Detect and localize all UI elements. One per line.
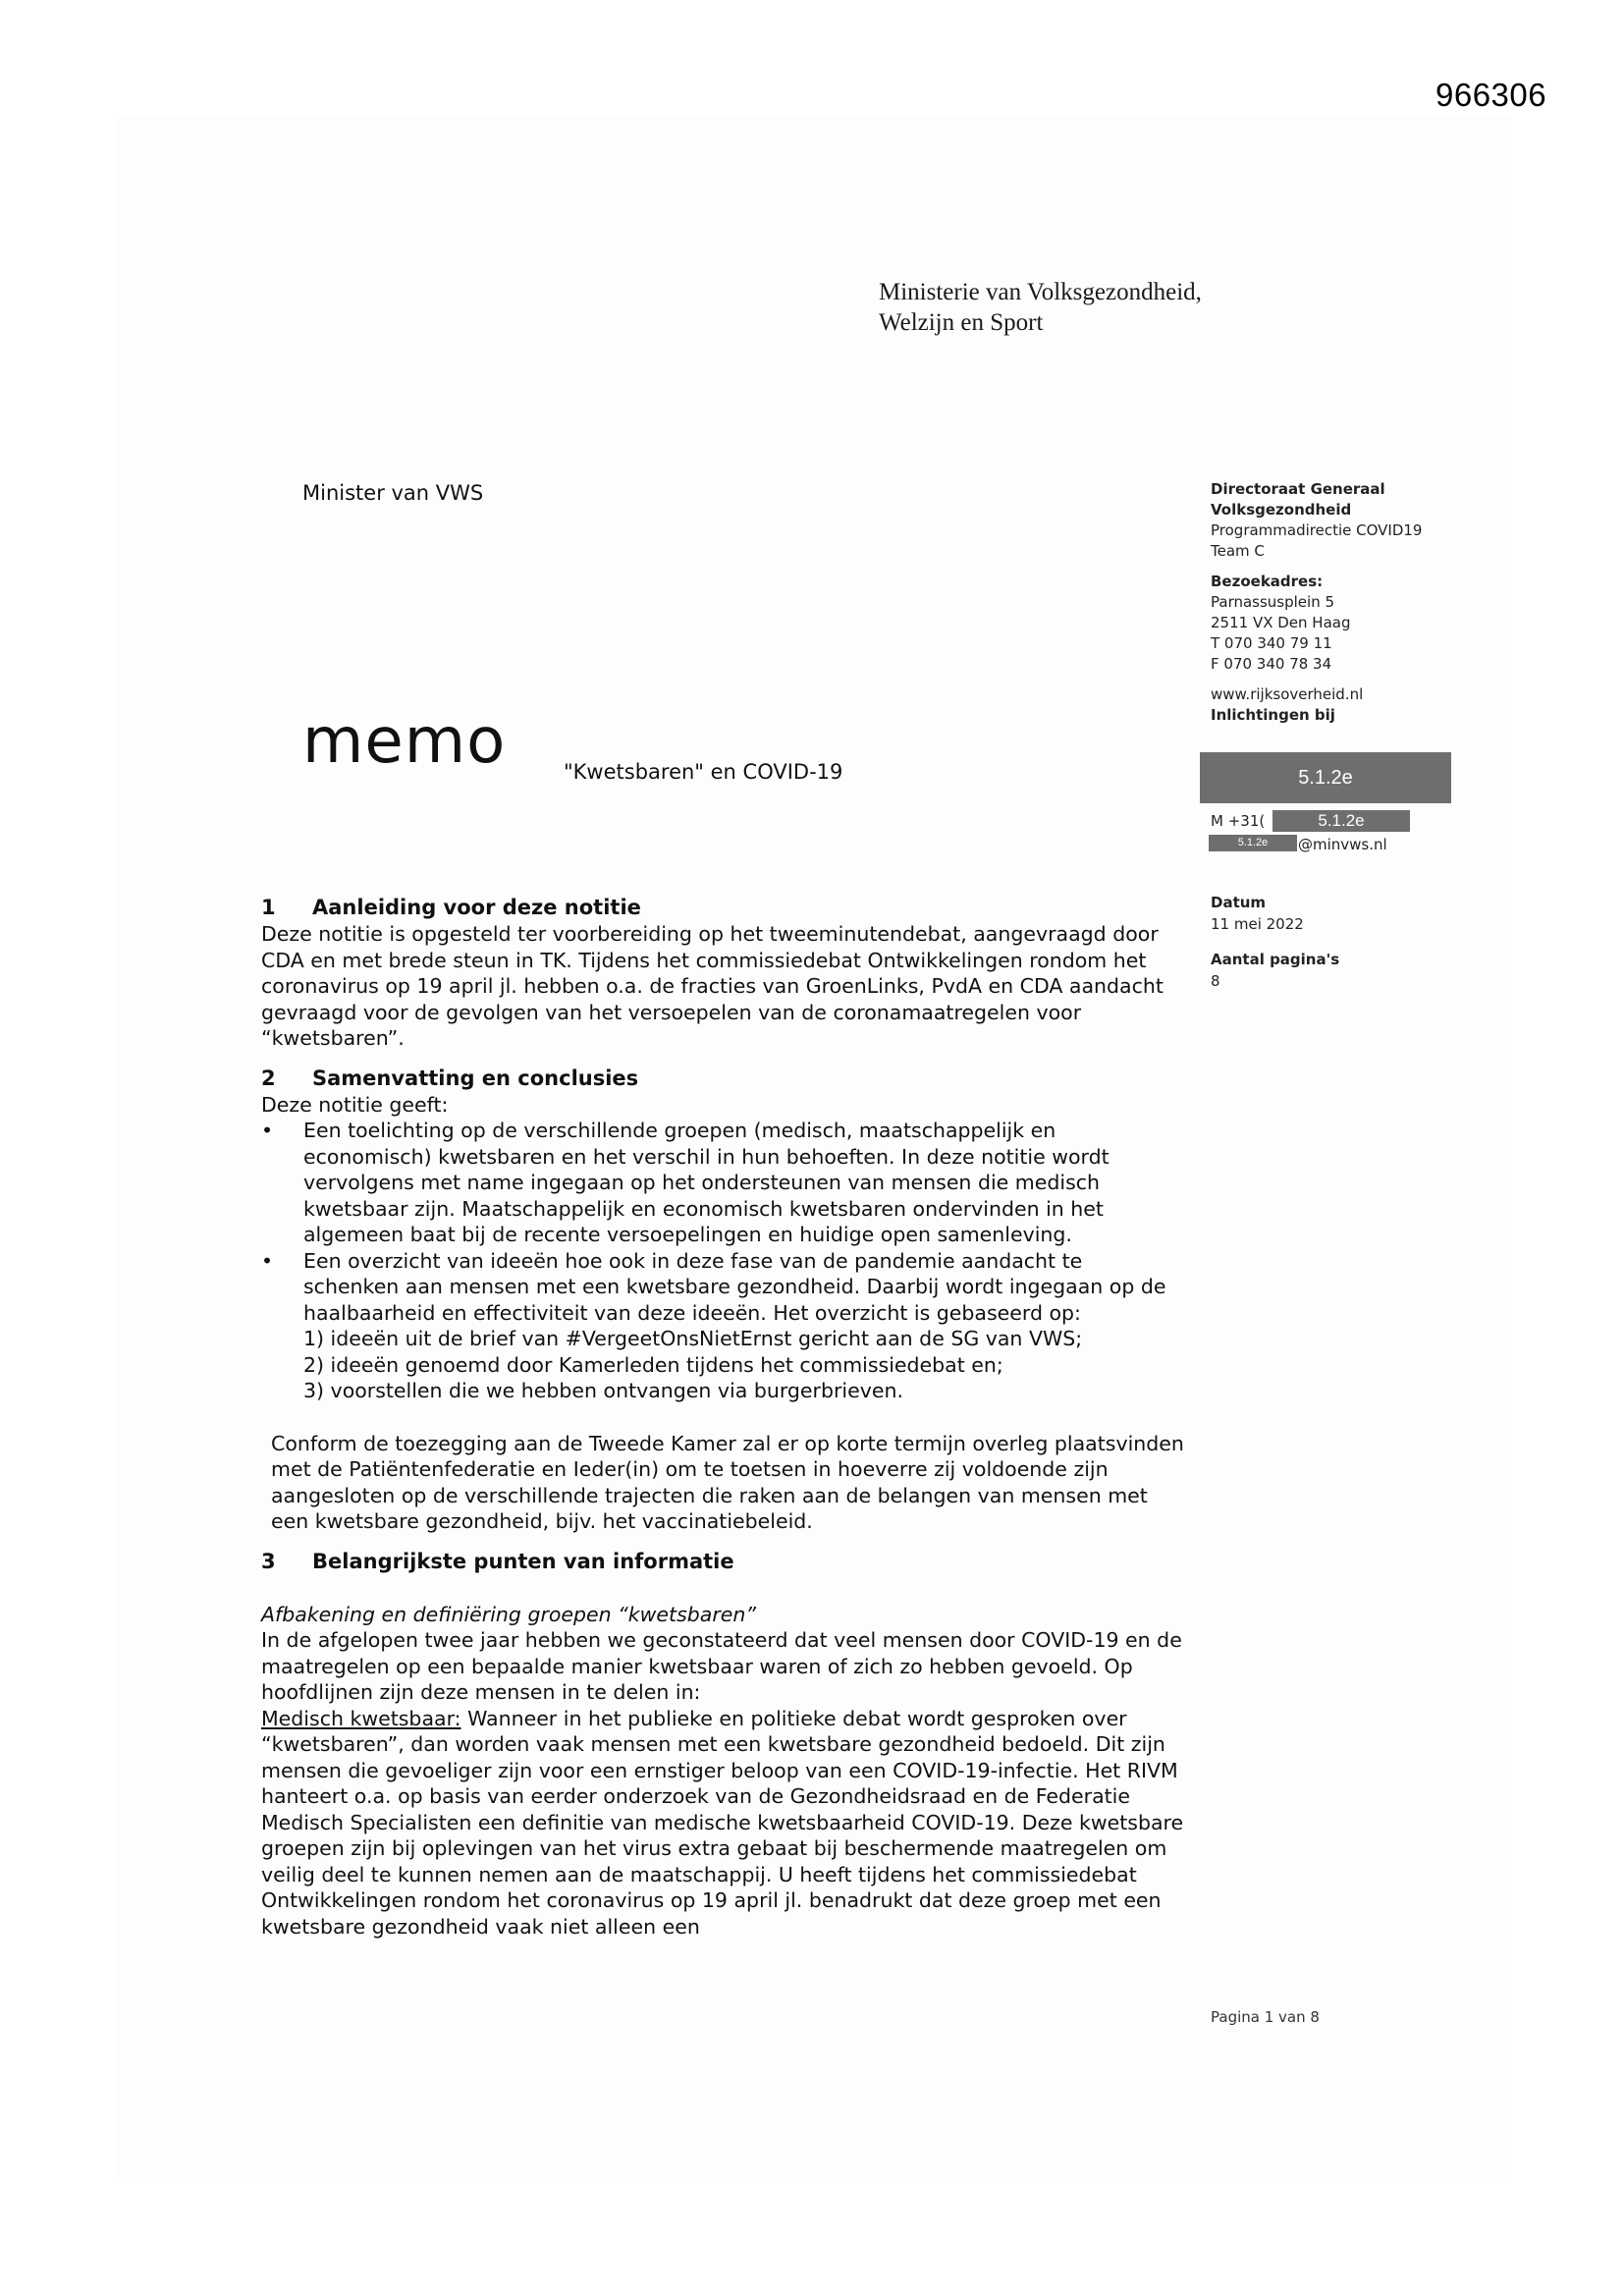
section-3-subheading: Afbakening en definiëring groepen “kwetsbaren” bbox=[261, 1602, 756, 1626]
sender-sidebar bbox=[1211, 479, 1466, 726]
section-3-heading bbox=[261, 1549, 1184, 1575]
dept-line-2: Volksgezondheid bbox=[1211, 501, 1352, 519]
medisch-text: Wanneer in het publieke en politieke debat wordt gesproken over “kwetsbaren”, dan worden vaak mensen met een kwetsbare gezondheid bedoeld. Dit zijn mensen die gevoeliger zijn voor een ernstiger beloop van een COVID-19-infectie. Het RIVM hanteert o.a. op basis van eerder onderzoek van de Gezondheidsraad en de Federatie Medisch Specialisten een definitie van medische kwetsbaarheid COVID-19. Deze kwetsbare groepen zijn bij oplevingen van het virus extra gebaat bij beschermende maatregelen om veilig deel te kunnen nemen aan de maatschappij. U heeft tijdens het commissiedebat Ontwikkelingen rondom het coronavirus op 19 april jl. benadrukt dat deze groep met een kwetsbare gezondheid vaak niet alleen een bbox=[261, 1706, 1184, 1939]
medisch-label: Medisch kwetsbaar: bbox=[261, 1706, 461, 1730]
address-line-2: 2511 VX Den Haag bbox=[1211, 614, 1351, 631]
address-line-1: Parnassusplein 5 bbox=[1211, 593, 1335, 611]
website-link[interactable]: www.rijksoverheid.nl bbox=[1211, 685, 1364, 703]
section-2-title: Samenvatting en conclusies bbox=[312, 1066, 639, 1090]
memo-body bbox=[261, 895, 1184, 1940]
fax-number: F 070 340 78 34 bbox=[1211, 655, 1332, 673]
document-meta bbox=[1211, 892, 1446, 992]
memo-heading: memo bbox=[302, 705, 507, 778]
section-3-medisch bbox=[261, 1706, 1184, 1941]
ministry-line-1: Ministerie van Volksgezondheid, bbox=[879, 279, 1202, 305]
visit-address-label: Bezoekadres: bbox=[1211, 573, 1324, 590]
section-2-sub-2: 2) ideeën genoemd door Kamerleden tijdens het commissiedebat en; bbox=[303, 1352, 1003, 1377]
dept-line-3: Programmadirectie COVID19 bbox=[1211, 521, 1423, 539]
mobile-prefix: M +31( bbox=[1211, 812, 1266, 830]
section-1-text: Deze notitie is opgesteld ter voorbereiding op het tweeminutendebat, aangevraagd door CDA en met brede steun in TK. Tijdens het commissiedebat Ontwikkelingen rondom het coronavirus op 19 april jl. hebben o.a. de fracties van GroenLinks, PvdA en CDA aandacht gevraagd voor de gevolgen van het versoepelen van de coronamaatregelen voor “kwetsbaren”. bbox=[261, 922, 1164, 1050]
pages-label: Aantal pagina's bbox=[1211, 951, 1340, 968]
email-suffix: @minvws.nl bbox=[1298, 836, 1387, 853]
section-2-bullet-2: • Een overzicht van ideeën hoe ook in deze fase van de pandemie aandacht te schenken aan mensen met een kwetsbare gezondheid. Daarbij wordt ingegaan op de haalbaarheid en effectiviteit van deze ideeën. Het overzicht is gebaseerd op: bbox=[261, 1248, 1184, 1327]
page-footer: Pagina 1 van 8 bbox=[1211, 2008, 1320, 2026]
dept-line-4: Team C bbox=[1211, 542, 1265, 560]
date-value: 11 mei 2022 bbox=[1211, 915, 1304, 933]
section-2-sub-1: 1) ideeën uit de brief van #VergeetOnsNietErnst gericht aan de SG van VWS; bbox=[303, 1327, 1083, 1350]
ministry-line-2: Welzijn en Sport bbox=[879, 309, 1044, 336]
section-2-heading bbox=[261, 1066, 1184, 1092]
section-3-number: 3 bbox=[261, 1549, 276, 1573]
redaction-block-name: 5.1.2e bbox=[1200, 752, 1451, 803]
recipient: Minister van VWS bbox=[302, 481, 484, 505]
section-2-sub-3: 3) voorstellen die we hebben ontvangen via burgerbrieven. bbox=[303, 1379, 903, 1402]
ministry-logo-text bbox=[879, 277, 1202, 338]
memo-subject: "Kwetsbaren" en COVID-19 bbox=[564, 760, 843, 784]
redaction-block-mobile: 5.1.2e bbox=[1272, 810, 1410, 832]
section-2-intro: Deze notitie geeft: bbox=[261, 1092, 449, 1117]
phone-number: T 070 340 79 11 bbox=[1211, 634, 1332, 652]
section-3-text-1: In de afgelopen twee jaar hebben we geconstateerd dat veel mensen door COVID-19 en de maatregelen op een bepaalde manier kwetsbaar waren of zich zo hebben gevoeld. Op hoofdlijnen zijn deze mensen in te delen in: bbox=[261, 1628, 1182, 1704]
section-2-number: 2 bbox=[261, 1066, 276, 1090]
date-label: Datum bbox=[1211, 894, 1267, 911]
section-2-conform: Conform de toezegging aan de Tweede Kamer zal er op korte termijn overleg plaatsvinden met de Patiëntenfederatie en Ieder(in) om te toetsen in hoeverre zij voldoende zijn aangesloten op de verschillende trajecten die raken aan de belangen van mensen met een kwetsbare gezondheid, bijv. het vaccinatiebeleid. bbox=[271, 1431, 1184, 1533]
section-1-heading bbox=[261, 895, 1184, 921]
section-1-title: Aanleiding voor deze notitie bbox=[312, 896, 641, 919]
dept-line-1: Directoraat Generaal bbox=[1211, 480, 1385, 498]
pages-value: 8 bbox=[1211, 972, 1220, 990]
document-id: 966306 bbox=[1435, 77, 1547, 113]
redaction-block-email: 5.1.2e bbox=[1209, 835, 1297, 851]
section-2-bullet-1: • Een toelichting op de verschillende groepen (medisch, maatschappelijk en economisch) kwetsbaren en het verschil in hun behoeften. In deze notitie wordt vervolgens met name ingegaan op het ondersteunen van mensen die medisch kwetsbaar zijn. Maatschappelijk en economisch kwetsbaren ondervinden in het algemeen baat bij de recente versoepelingen en huidige open samenleving. bbox=[261, 1118, 1184, 1248]
section-3-title: Belangrijkste punten van informatie bbox=[312, 1549, 734, 1573]
section-1-number: 1 bbox=[261, 896, 276, 919]
info-label: Inlichtingen bij bbox=[1211, 706, 1335, 724]
